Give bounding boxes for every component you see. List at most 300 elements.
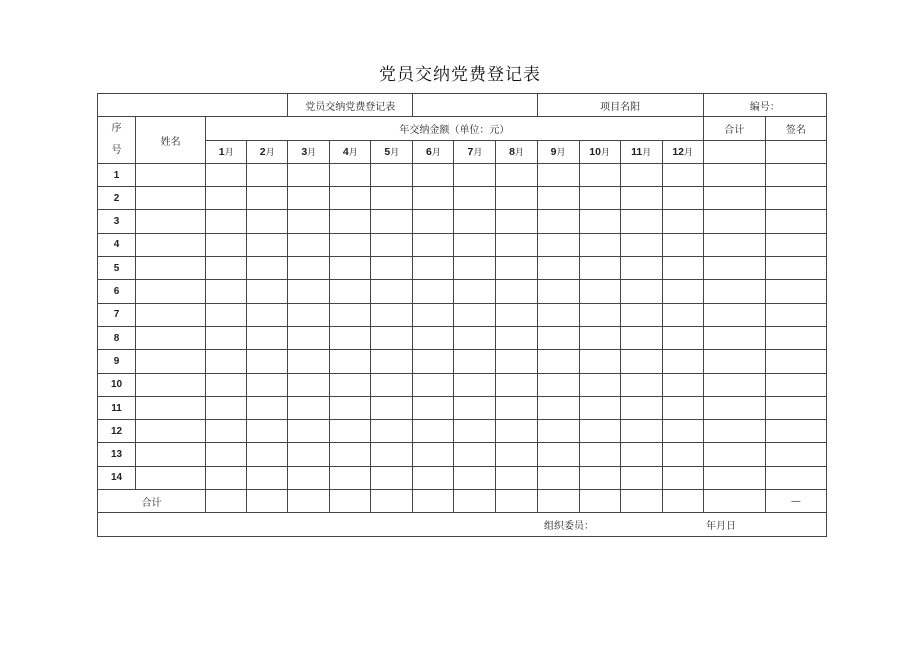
signature-cell[interactable] (765, 233, 826, 256)
total-cell-month-2[interactable] (247, 490, 288, 513)
month-header-1 (206, 140, 247, 163)
name-cell[interactable] (136, 303, 206, 326)
amount-cell-month-10[interactable] (579, 396, 620, 419)
month-number: 4 (342, 146, 349, 159)
total-cell-month-9[interactable] (537, 490, 579, 513)
amount-cell-month-11[interactable] (620, 326, 662, 349)
row-total-cell[interactable] (703, 396, 765, 419)
name-cell[interactable] (136, 210, 206, 233)
amount-cell-month-8[interactable] (496, 373, 537, 396)
amount-cell-month-2[interactable] (247, 280, 288, 303)
amount-cell-month-12[interactable] (662, 187, 703, 210)
row-number: 8 (98, 326, 136, 349)
amount-cell-month-11[interactable] (620, 466, 662, 489)
amount-cell-month-6[interactable] (413, 420, 454, 443)
amount-cell-month-2[interactable] (247, 350, 288, 373)
amount-cell-month-2[interactable] (247, 420, 288, 443)
amount-cell-month-11[interactable] (620, 257, 662, 280)
amount-cell-month-12[interactable] (662, 466, 703, 489)
month-unit: 月 (642, 148, 652, 159)
amount-cell-month-6[interactable] (413, 210, 454, 233)
signature-cell[interactable] (765, 350, 826, 373)
total-signature-mark: — (765, 490, 826, 513)
number-label: 编号： (703, 94, 826, 117)
row-total-cell[interactable] (703, 187, 765, 210)
table-row (98, 466, 827, 489)
amount-cell-month-6[interactable] (413, 396, 454, 419)
amount-cell-month-3[interactable] (288, 466, 330, 489)
amount-cell-month-12[interactable] (662, 257, 703, 280)
amount-cell-month-7[interactable] (454, 257, 496, 280)
amount-cell-month-3[interactable] (288, 420, 330, 443)
row-number: 11 (98, 396, 136, 419)
row-number: 7 (98, 303, 136, 326)
month-header-12 (662, 140, 703, 163)
total-header: 合计 (703, 117, 765, 140)
row-number: 1 (98, 163, 136, 186)
amount-cell-month-7[interactable] (454, 280, 496, 303)
total-cell-month-7[interactable] (454, 490, 496, 513)
amount-cell-month-6[interactable] (413, 373, 454, 396)
name-cell[interactable] (136, 326, 206, 349)
footer-cell (98, 513, 827, 536)
amount-cell-month-9[interactable] (537, 303, 579, 326)
amount-cell-month-6[interactable] (413, 163, 454, 186)
total-cell-month-12[interactable] (662, 490, 703, 513)
table-row (98, 280, 827, 303)
amount-cell-month-8[interactable] (496, 303, 537, 326)
amount-cell-month-8[interactable] (496, 163, 537, 186)
seq-header (98, 117, 136, 164)
amount-cell-month-5[interactable] (371, 350, 413, 373)
amount-cell-month-9[interactable] (537, 420, 579, 443)
total-row (98, 490, 827, 513)
month-header-11 (620, 140, 662, 163)
row-number: 2 (98, 187, 136, 210)
amount-cell-month-10[interactable] (579, 420, 620, 443)
amount-cell-month-9[interactable] (537, 187, 579, 210)
name-cell[interactable] (136, 233, 206, 256)
amount-cell-month-8[interactable] (496, 210, 537, 233)
table-row (98, 420, 827, 443)
amount-cell-month-6[interactable] (413, 257, 454, 280)
total-cell-month-8[interactable] (496, 490, 537, 513)
amount-cell-month-12[interactable] (662, 443, 703, 466)
amount-cell-month-5[interactable] (371, 420, 413, 443)
amount-cell-month-2[interactable] (247, 303, 288, 326)
amount-cell-month-4[interactable] (330, 210, 371, 233)
row-number: 5 (98, 257, 136, 280)
signature-cell[interactable] (765, 210, 826, 233)
amount-cell-month-3[interactable] (288, 350, 330, 373)
amount-cell-month-8[interactable] (496, 257, 537, 280)
amount-cell-month-5[interactable] (371, 443, 413, 466)
amount-cell-month-4[interactable] (330, 326, 371, 349)
amount-cell-month-11[interactable] (620, 373, 662, 396)
amount-cell-month-11[interactable] (620, 420, 662, 443)
amount-cell-month-12[interactable] (662, 233, 703, 256)
month-number: 9 (550, 146, 557, 159)
amount-cell-month-4[interactable] (330, 420, 371, 443)
amount-cell-month-3[interactable] (288, 326, 330, 349)
amount-cell-month-9[interactable] (537, 210, 579, 233)
month-unit: 月 (224, 148, 234, 159)
table-row (98, 233, 827, 256)
amount-cell-month-3[interactable] (288, 396, 330, 419)
amount-cell-month-9[interactable] (537, 257, 579, 280)
row-total-cell[interactable] (703, 257, 765, 280)
amount-cell-month-4[interactable] (330, 257, 371, 280)
signature-cell[interactable] (765, 257, 826, 280)
amount-cell-month-11[interactable] (620, 350, 662, 373)
signature-cell[interactable] (765, 163, 826, 186)
total-row-label: 合计 (98, 490, 206, 513)
month-header-5 (371, 140, 413, 163)
amount-cell-month-2[interactable] (247, 210, 288, 233)
amount-cell-month-12[interactable] (662, 420, 703, 443)
amount-cell-month-12[interactable] (662, 350, 703, 373)
signature-cell[interactable] (765, 396, 826, 419)
amount-cell-month-3[interactable] (288, 233, 330, 256)
amount-cell-month-5[interactable] (371, 210, 413, 233)
amount-cell-month-4[interactable] (330, 163, 371, 186)
amount-cell-month-3[interactable] (288, 187, 330, 210)
row-total-cell[interactable] (703, 326, 765, 349)
month-header-7 (454, 140, 496, 163)
amount-cell-month-7[interactable] (454, 443, 496, 466)
amount-cell-month-6[interactable] (413, 187, 454, 210)
total-cell-month-5[interactable] (371, 490, 413, 513)
amount-cell-month-2[interactable] (247, 163, 288, 186)
amount-cell-month-8[interactable] (496, 396, 537, 419)
amount-cell-month-2[interactable] (247, 466, 288, 489)
amount-cell-month-8[interactable] (496, 187, 537, 210)
amount-cell-month-8[interactable] (496, 280, 537, 303)
amount-cell-month-10[interactable] (579, 466, 620, 489)
name-cell[interactable] (136, 420, 206, 443)
month-number: 5 (384, 146, 391, 159)
amount-cell-month-7[interactable] (454, 233, 496, 256)
amount-cell-month-2[interactable] (247, 396, 288, 419)
amount-cell-month-8[interactable] (496, 350, 537, 373)
amount-cell-month-3[interactable] (288, 280, 330, 303)
amount-cell-month-3[interactable] (288, 210, 330, 233)
month-unit: 月 (307, 148, 317, 159)
amount-cell-month-2[interactable] (247, 233, 288, 256)
amount-cell-month-7[interactable] (454, 210, 496, 233)
amount-cell-month-5[interactable] (371, 233, 413, 256)
name-cell[interactable] (136, 373, 206, 396)
table-row (98, 210, 827, 233)
month-unit: 月 (684, 148, 694, 159)
amount-cell-month-6[interactable] (413, 443, 454, 466)
amount-cell-month-9[interactable] (537, 350, 579, 373)
amount-cell-month-4[interactable] (330, 233, 371, 256)
amount-cell-month-2[interactable] (247, 257, 288, 280)
month-unit: 月 (348, 148, 358, 159)
amount-cell-month-3[interactable] (288, 443, 330, 466)
amount-cell-month-5[interactable] (371, 257, 413, 280)
month-header-row (98, 140, 827, 163)
amount-cell-month-10[interactable] (579, 303, 620, 326)
form-name-cell: 党员交纳党费登记表 (288, 94, 413, 117)
row-total-cell[interactable] (703, 420, 765, 443)
name-cell[interactable] (136, 466, 206, 489)
signature-cell[interactable] (765, 303, 826, 326)
amount-cell-month-6[interactable] (413, 326, 454, 349)
amount-cell-month-1[interactable] (206, 396, 247, 419)
amount-cell-month-7[interactable] (454, 466, 496, 489)
amount-cell-month-12[interactable] (662, 210, 703, 233)
amount-cell-month-1[interactable] (206, 187, 247, 210)
date-label: 年月日 (706, 520, 736, 532)
amount-cell-month-10[interactable] (579, 443, 620, 466)
amount-cell-month-3[interactable] (288, 373, 330, 396)
amount-cell-month-9[interactable] (537, 443, 579, 466)
name-cell[interactable] (136, 257, 206, 280)
total-header-blank (703, 140, 765, 163)
row-number: 14 (98, 466, 136, 489)
total-cell-month-1[interactable] (206, 490, 247, 513)
amount-cell-month-10[interactable] (579, 373, 620, 396)
month-number: 7 (467, 146, 474, 159)
month-number: 11 (631, 146, 643, 159)
amount-cell-month-1[interactable] (206, 373, 247, 396)
amount-cell-month-11[interactable] (620, 443, 662, 466)
month-number: 3 (301, 146, 308, 159)
amount-cell-month-11[interactable] (620, 163, 662, 186)
row-number: 13 (98, 443, 136, 466)
table-row (98, 187, 827, 210)
amount-cell-month-6[interactable] (413, 466, 454, 489)
table-row (98, 326, 827, 349)
table-row (98, 163, 827, 186)
amount-cell-month-4[interactable] (330, 187, 371, 210)
amount-cell-month-9[interactable] (537, 373, 579, 396)
amount-cell-month-8[interactable] (496, 233, 537, 256)
amount-cell-month-6[interactable] (413, 233, 454, 256)
amount-cell-month-1[interactable] (206, 443, 247, 466)
amount-cell-month-3[interactable] (288, 163, 330, 186)
signature-cell[interactable] (765, 373, 826, 396)
amount-cell-month-1[interactable] (206, 210, 247, 233)
amount-cell-month-5[interactable] (371, 396, 413, 419)
amount-cell-month-4[interactable] (330, 303, 371, 326)
month-header-10 (579, 140, 620, 163)
fee-register-table (97, 93, 827, 537)
table-row (98, 350, 827, 373)
row-total-cell[interactable] (703, 233, 765, 256)
amount-cell-month-8[interactable] (496, 326, 537, 349)
row-total-cell[interactable] (703, 350, 765, 373)
signature-cell[interactable] (765, 326, 826, 349)
amount-cell-month-6[interactable] (413, 303, 454, 326)
amount-cell-month-12[interactable] (662, 373, 703, 396)
month-header-9 (537, 140, 579, 163)
name-cell[interactable] (136, 163, 206, 186)
total-cell-month-11[interactable] (620, 490, 662, 513)
amount-cell-month-4[interactable] (330, 373, 371, 396)
amount-cell-month-5[interactable] (371, 373, 413, 396)
total-cell-month-4[interactable] (330, 490, 371, 513)
amount-cell-month-7[interactable] (454, 373, 496, 396)
name-cell[interactable] (136, 350, 206, 373)
amount-cell-month-10[interactable] (579, 326, 620, 349)
amount-cell-month-1[interactable] (206, 163, 247, 186)
amount-cell-month-10[interactable] (579, 233, 620, 256)
name-header: 姓名 (136, 117, 206, 164)
amount-cell-month-9[interactable] (537, 396, 579, 419)
amount-cell-month-7[interactable] (454, 420, 496, 443)
signature-cell[interactable] (765, 466, 826, 489)
blank-cell (413, 94, 537, 117)
name-cell[interactable] (136, 396, 206, 419)
amount-cell-month-12[interactable] (662, 396, 703, 419)
month-number: 12 (672, 146, 685, 159)
amount-cell-month-12[interactable] (662, 280, 703, 303)
amount-cell-month-4[interactable] (330, 350, 371, 373)
amount-cell-month-4[interactable] (330, 443, 371, 466)
amount-cell-month-1[interactable] (206, 420, 247, 443)
signature-header: 签名 (765, 117, 826, 140)
amount-cell-month-1[interactable] (206, 350, 247, 373)
amount-cell-month-5[interactable] (371, 187, 413, 210)
month-unit: 月 (556, 148, 566, 159)
amount-cell-month-7[interactable] (454, 396, 496, 419)
row-total-cell[interactable] (703, 210, 765, 233)
row-number: 6 (98, 280, 136, 303)
amount-cell-month-11[interactable] (620, 210, 662, 233)
row-number: 9 (98, 350, 136, 373)
amount-cell-month-4[interactable] (330, 396, 371, 419)
amount-cell-month-5[interactable] (371, 163, 413, 186)
row-number: 4 (98, 233, 136, 256)
amount-cell-month-7[interactable] (454, 303, 496, 326)
amount-cell-month-1[interactable] (206, 280, 247, 303)
amount-cell-month-5[interactable] (371, 303, 413, 326)
amount-cell-month-2[interactable] (247, 326, 288, 349)
amount-cell-month-11[interactable] (620, 303, 662, 326)
month-number: 6 (425, 146, 432, 159)
table-row (98, 396, 827, 419)
month-header-3 (288, 140, 330, 163)
amount-cell-month-11[interactable] (620, 187, 662, 210)
month-unit: 月 (600, 148, 610, 159)
month-number: 2 (259, 146, 266, 159)
amount-cell-month-6[interactable] (413, 280, 454, 303)
amount-cell-month-4[interactable] (330, 466, 371, 489)
amount-cell-month-9[interactable] (537, 163, 579, 186)
seq-header-bottom: 号 (111, 145, 122, 157)
month-header-6 (413, 140, 454, 163)
signature-header-blank (765, 140, 826, 163)
signature-cell[interactable] (765, 187, 826, 210)
amount-cell-month-12[interactable] (662, 163, 703, 186)
row-total-cell[interactable] (703, 303, 765, 326)
row-total-cell[interactable] (703, 280, 765, 303)
amount-cell-month-9[interactable] (537, 466, 579, 489)
total-cell-month-10[interactable] (579, 490, 620, 513)
row-total-cell[interactable] (703, 163, 765, 186)
amount-cell-month-7[interactable] (454, 187, 496, 210)
signature-cell[interactable] (765, 280, 826, 303)
amount-cell-month-9[interactable] (537, 326, 579, 349)
total-cell-month-3[interactable] (288, 490, 330, 513)
amount-cell-month-2[interactable] (247, 443, 288, 466)
amount-cell-month-8[interactable] (496, 443, 537, 466)
amount-cell-month-12[interactable] (662, 326, 703, 349)
amount-cell-month-6[interactable] (413, 350, 454, 373)
amount-cell-month-8[interactable] (496, 420, 537, 443)
signature-cell[interactable] (765, 443, 826, 466)
amount-cell-month-2[interactable] (247, 187, 288, 210)
amount-cell-month-9[interactable] (537, 280, 579, 303)
amount-cell-month-11[interactable] (620, 396, 662, 419)
month-header-8 (496, 140, 537, 163)
month-number: 8 (509, 146, 515, 159)
footer-row (98, 513, 827, 536)
column-header-row (98, 117, 827, 140)
amount-cell-month-10[interactable] (579, 280, 620, 303)
row-number: 12 (98, 420, 136, 443)
amount-cell-month-7[interactable] (454, 163, 496, 186)
amount-cell-month-1[interactable] (206, 233, 247, 256)
amount-cell-month-11[interactable] (620, 233, 662, 256)
amount-cell-month-1[interactable] (206, 303, 247, 326)
amount-cell-month-10[interactable] (579, 210, 620, 233)
page-title: 党员交纳党费登记表 (379, 65, 541, 85)
row-total-cell[interactable] (703, 466, 765, 489)
amount-cell-month-12[interactable] (662, 303, 703, 326)
name-cell[interactable] (136, 443, 206, 466)
month-unit: 月 (473, 148, 483, 159)
amount-cell-month-5[interactable] (371, 326, 413, 349)
table-row (98, 303, 827, 326)
month-header-2 (247, 140, 288, 163)
amount-cell-month-3[interactable] (288, 303, 330, 326)
amount-cell-month-8[interactable] (496, 466, 537, 489)
amount-cell-month-10[interactable] (579, 163, 620, 186)
committee-member-label: 组织委员： (544, 520, 594, 532)
amount-cell-month-10[interactable] (579, 187, 620, 210)
name-cell[interactable] (136, 280, 206, 303)
grand-total-cell[interactable] (703, 490, 765, 513)
amount-cell-month-5[interactable] (371, 280, 413, 303)
table-row (98, 257, 827, 280)
amount-cell-month-4[interactable] (330, 280, 371, 303)
amount-cell-month-10[interactable] (579, 257, 620, 280)
amount-cell-month-1[interactable] (206, 257, 247, 280)
row-total-cell[interactable] (703, 373, 765, 396)
row-total-cell[interactable] (703, 443, 765, 466)
amount-cell-month-2[interactable] (247, 373, 288, 396)
signature-cell[interactable] (765, 420, 826, 443)
amount-cell-month-11[interactable] (620, 280, 662, 303)
amount-cell-month-3[interactable] (288, 257, 330, 280)
amount-cell-month-7[interactable] (454, 326, 496, 349)
amount-cell-month-1[interactable] (206, 326, 247, 349)
amount-cell-month-9[interactable] (537, 233, 579, 256)
total-cell-month-6[interactable] (413, 490, 454, 513)
amount-cell-month-10[interactable] (579, 350, 620, 373)
month-header-4 (330, 140, 371, 163)
seq-header-top: 序 (111, 123, 122, 135)
amount-cell-month-7[interactable] (454, 350, 496, 373)
month-unit: 月 (390, 148, 400, 159)
amount-cell-month-5[interactable] (371, 466, 413, 489)
amount-cell-month-1[interactable] (206, 466, 247, 489)
name-cell[interactable] (136, 187, 206, 210)
